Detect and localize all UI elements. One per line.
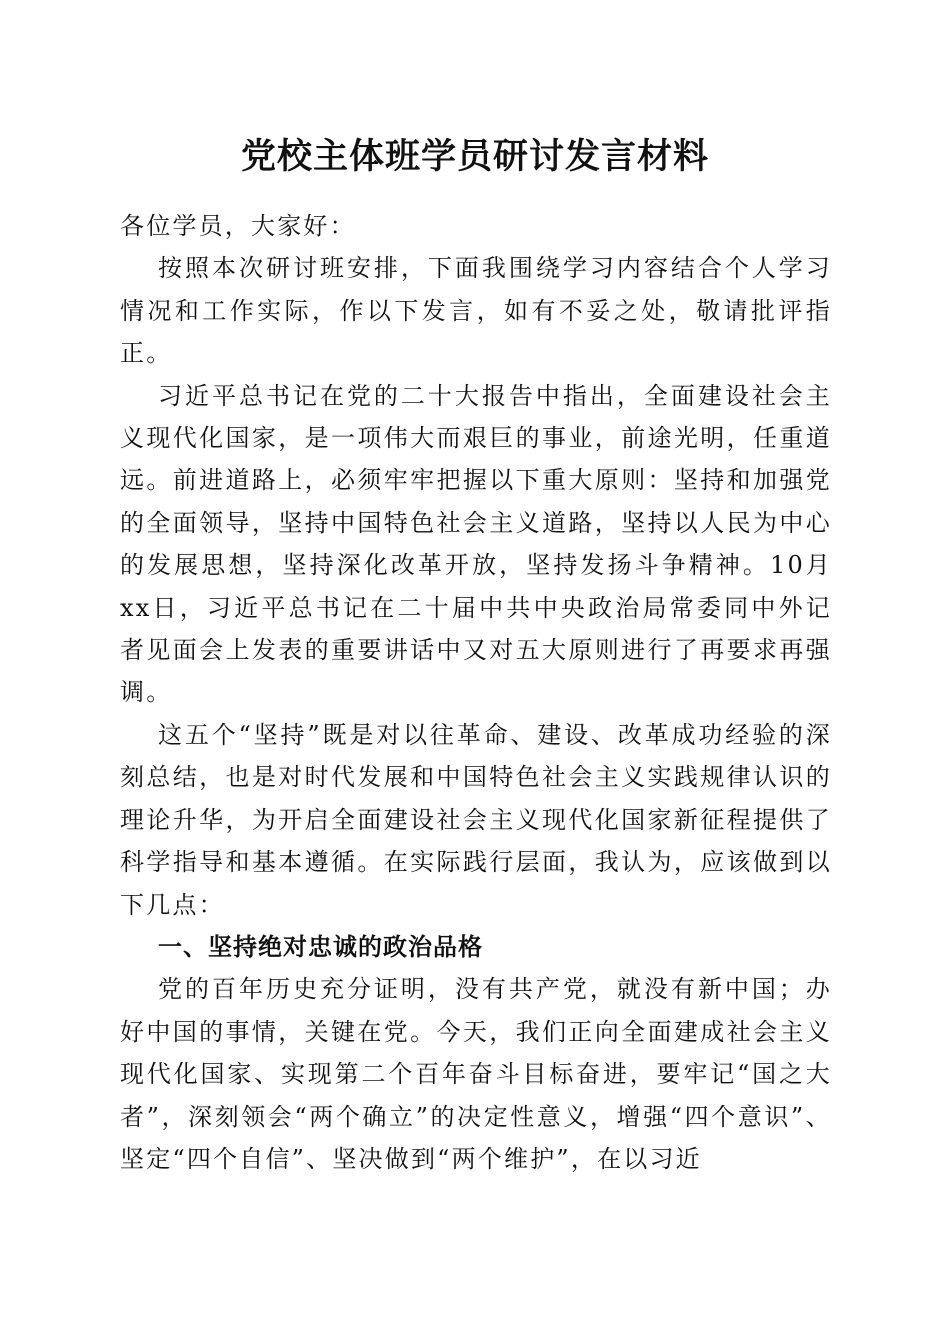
paragraph-report: 习近平总书记在党的二十大报告中指出，全面建设社会主义现代化国家，是一项伟大而艰巨的事业，前途光明，任重道远。前进道路上，必须牢牢把握以下重大原则：坚持和加强党的全面领导，坚持中国特色社会主义道路，坚持以人民为中心的发展思想，坚持深化改革开放，坚持发扬斗争精神。10月xx日，习近平总书记在二十届中共中央政治局常委同中外记者见面会上发表的重要讲话中又对五大原则进行了再要求再强调。 — [120, 381, 832, 707]
paragraph-summary: 这五个“坚持”既是对以往革命、建设、改革成功经验的深刻总结，也是对时代发展和中国特色社会主义实践规律认识的理论升华，为开启全面建设社会主义现代化国家新征程提供了科学指导和基本遵循。在实际践行层面，我认为，应该做到以下几点： — [120, 720, 832, 919]
document-title: 党校主体班学员研讨发言材料 — [240, 136, 709, 177]
section-paragraph: 党的百年历史充分证明，没有共产党，就没有新中国；办好中国的事情，关键在党。今天，我们正向全面建成社会主义现代化国家、实现第二个百年奋斗目标奋进，要牢记“国之大者”，深刻领会“两个确立”的决定性意义，增强“四个意识”、坚定“四个自信”、坚决做到“两个维护”，在以习近 — [120, 975, 832, 1173]
greeting: 各位学员，大家好： — [120, 212, 356, 240]
document-body — [120, 205, 832, 1180]
section-heading: 一、坚持绝对忠诚的政治品格 — [158, 932, 483, 961]
paragraph-intro: 按照本次研讨班安排，下面我围绕学习内容结合个人学习情况和工作实际，作以下发言，如有不妥之处，敬请批评指正。 — [120, 254, 832, 368]
